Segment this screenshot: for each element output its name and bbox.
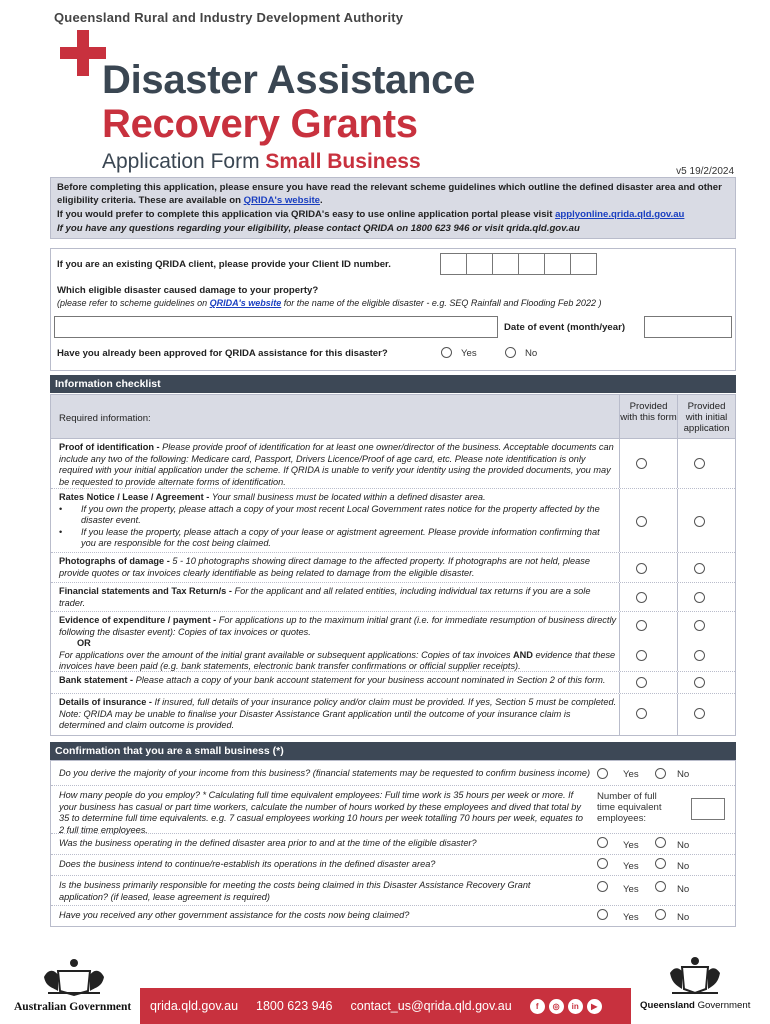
question-other-assistance: Have you received any other government assistance for the costs now being claimed? bbox=[59, 910, 410, 920]
provided-with-form-radio[interactable] bbox=[636, 592, 647, 603]
instagram-icon[interactable]: ◎ bbox=[549, 999, 564, 1014]
required-information-label: Required information: bbox=[59, 413, 151, 424]
no-radio[interactable] bbox=[655, 858, 666, 869]
qrida-website-link[interactable]: QRIDA's website bbox=[243, 195, 321, 206]
red-cross-icon bbox=[60, 30, 106, 76]
provided-with-form-header: Provided with this form bbox=[619, 395, 677, 439]
information-checklist-table bbox=[50, 394, 736, 736]
checklist-row-text bbox=[59, 442, 617, 488]
subtitle-small-business: Small Business bbox=[265, 150, 421, 173]
approved-no-radio[interactable] bbox=[505, 347, 516, 358]
row-description: For the applicant and all related entities, including individual tax returns if you are a sole trader. bbox=[59, 586, 591, 608]
question-operating: Was the business operating in the defined disaster area prior to and at the time of the eligible disaster? bbox=[59, 838, 477, 848]
apply-online-link[interactable]: applyonline.qrida.qld.gov.au bbox=[555, 209, 685, 220]
provided-with-form-radio[interactable] bbox=[636, 458, 647, 469]
row-description: If insured, full details of your insurance policy and/or claim must be provided. If yes, Section 5 must be completed. Note: QRIDA may be unable to finalise your Disaster Assistance Grant application until the outcome of your insurance claim is determined and claim outcome is provided. bbox=[59, 697, 617, 730]
checklist-row bbox=[51, 612, 735, 672]
provided-initial-radio[interactable] bbox=[694, 650, 705, 661]
provided-initial-radio[interactable] bbox=[694, 458, 705, 469]
question-income: Do you derive the majority of your income from this business? (financial statements may be requested to confirm business income) bbox=[59, 768, 591, 778]
provided-with-form-radio[interactable] bbox=[636, 620, 647, 631]
yes-label: Yes bbox=[623, 912, 639, 923]
row-title: Financial statements and Tax Return/s - bbox=[59, 586, 235, 596]
disaster-hint-post: for the name of the eligible disaster - e.g. SEQ Rainfall and Flooding Feb 2022 ) bbox=[281, 298, 602, 308]
footer-phone[interactable]: 1800 623 946 bbox=[256, 999, 333, 1013]
row-and: AND bbox=[513, 649, 533, 660]
checklist-row bbox=[51, 553, 735, 583]
client-id-digit[interactable] bbox=[518, 253, 545, 275]
date-of-event-label: Date of event (month/year) bbox=[504, 322, 626, 333]
yes-label: Yes bbox=[623, 861, 639, 872]
queensland-crest-icon bbox=[640, 955, 750, 997]
social-links bbox=[530, 999, 606, 1014]
client-id-digit[interactable] bbox=[544, 253, 571, 275]
checklist-row-text bbox=[59, 697, 617, 732]
footer-website[interactable]: qrida.qld.gov.au bbox=[150, 999, 239, 1013]
provided-with-form-radio[interactable] bbox=[636, 516, 647, 527]
subtitle-application-form: Application Form bbox=[102, 150, 260, 173]
confirmation-section bbox=[50, 760, 736, 927]
fte-label: Number of full time equivalent employees: bbox=[597, 791, 662, 824]
no-label: No bbox=[677, 912, 690, 923]
queensland-government-text bbox=[640, 1000, 750, 1011]
footer-email[interactable]: contact_us@qrida.qld.gov.au bbox=[350, 999, 512, 1013]
australian-government-text: Australian Government bbox=[14, 1001, 132, 1013]
approved-question: Have you already been approved for QRIDA assistance for this disaster? bbox=[57, 348, 388, 359]
title-line-2: Recovery Grants bbox=[102, 102, 418, 146]
yes-label: Yes bbox=[623, 884, 639, 895]
information-checklist-heading: Information checklist bbox=[50, 375, 736, 393]
row-description-3: evidence that these invoices have been paid (e.g. bank statements, electronic bank transfer confirmations or official supplier receipts). bbox=[59, 649, 616, 671]
checklist-row bbox=[51, 489, 735, 553]
question-continue: Does the business intend to continue/re-establish its operations in the defined disaster area? bbox=[59, 859, 436, 869]
row-title: Bank statement - bbox=[59, 675, 136, 685]
footer-contact-bar bbox=[140, 988, 631, 1024]
yes-label: Yes bbox=[623, 769, 639, 780]
organisation-name: Queensland Rural and Industry Development Authority bbox=[54, 10, 404, 25]
no-radio[interactable] bbox=[655, 837, 666, 848]
qld-gov-rest: Government bbox=[694, 1000, 751, 1011]
yes-radio[interactable] bbox=[597, 909, 608, 920]
qld-gov-bold: Queensland bbox=[640, 1000, 695, 1011]
row-description: 5 - 10 photographs showing direct damage to the affected property. If photographs are not held, please provide quotes or tax invoices clearly identifiable as being related to damage from the eligible disaster. bbox=[59, 556, 590, 578]
client-id-label: If you are an existing QRIDA client, please provide your Client ID number. bbox=[57, 259, 391, 270]
disaster-hint-pre: (please refer to scheme guidelines on bbox=[57, 298, 210, 308]
checklist-row-text bbox=[59, 556, 617, 579]
question-employees: How many people do you employ? * Calculating full time equivalent employees: Full time work is 35 hours per week or more. If your business has casual or part time workers, calculate the number of hours worked by these employees and dived that total by 35 to determine full time equivalents. e.g. 7 casual employees working 10 hours per week totalling 70 hours per week, equates to 2 full time employees. bbox=[59, 790, 583, 835]
row-description-2: For applications over the amount of the initial grant available or subsequent applications: Copies of tax invoices bbox=[59, 649, 514, 660]
fte-input[interactable] bbox=[691, 798, 725, 820]
row-title: Proof of identification - bbox=[59, 442, 163, 452]
row-title: Evidence of expenditure / payment - bbox=[59, 615, 219, 625]
yes-radio[interactable] bbox=[597, 837, 608, 848]
provided-with-form-radio[interactable] bbox=[636, 677, 647, 688]
disaster-hint-link[interactable]: QRIDA's website bbox=[209, 298, 282, 308]
yes-radio[interactable] bbox=[597, 858, 608, 869]
facebook-icon[interactable]: f bbox=[530, 999, 545, 1014]
provided-with-form-radio[interactable] bbox=[636, 708, 647, 719]
intro-line-2-text: If you would prefer to complete this application via QRIDA's easy to use online application portal please visit bbox=[57, 209, 556, 220]
checklist-row bbox=[51, 694, 735, 735]
row-description: Please provide proof of identification for at least one owner/director of the business. Acceptable documents can include any two of the following: Medicare card, Passport, Drivers Licence/Proof of age card, etc. Please note identification is only required with your initial application under the scheme. If QRIDA is unable to verify your identity using the provided documents, you may be requested to provide alternate forms of identification. bbox=[59, 442, 614, 487]
intro-line-1: Before completing this application, please ensure you have read the relevant scheme guidelines which outline the defined disaster area and other eligibility criteria. These are available on QRIDA's website. bbox=[57, 182, 722, 206]
intro-line-1-text: Before completing this application, please ensure you have read the relevant scheme guidelines which outline the defined disaster area and other eligibility criteria. These are available on bbox=[57, 182, 722, 206]
provided-initial-radio[interactable] bbox=[694, 516, 705, 527]
checklist-row-text bbox=[59, 615, 617, 673]
yes-radio[interactable] bbox=[597, 881, 608, 892]
provided-initial-radio[interactable] bbox=[694, 708, 705, 719]
no-label: No bbox=[677, 840, 690, 851]
row-description: Your small business must be located within a defined disaster area. bbox=[211, 492, 486, 502]
client-id-digit[interactable] bbox=[492, 253, 519, 275]
no-label: No bbox=[677, 884, 690, 895]
checklist-row bbox=[51, 672, 735, 694]
australian-government-logo bbox=[14, 955, 134, 1015]
row-bullet: • If you own the property, please attach a copy of your most recent Local Government rates notice for the property affected by the disaster event. bbox=[59, 504, 617, 527]
form-version: v5 19/2/2024 bbox=[676, 166, 734, 177]
disaster-label: Which eligible disaster caused damage to your property? bbox=[57, 285, 319, 296]
row-or: OR bbox=[77, 638, 91, 648]
confirmation-row bbox=[51, 786, 735, 834]
intro-panel bbox=[50, 177, 736, 239]
checklist-row-text bbox=[59, 492, 617, 550]
provided-initial-radio[interactable] bbox=[694, 563, 705, 574]
title-line-1: Disaster Assistance bbox=[102, 58, 476, 102]
client-id-digit[interactable] bbox=[440, 253, 467, 275]
no-label: No bbox=[677, 769, 690, 780]
no-label: No bbox=[677, 861, 690, 872]
client-id-digit[interactable] bbox=[466, 253, 493, 275]
intro-line-3: If you have any questions regarding your eligibility, please contact QRIDA on 1800 623 946 or visit qrida.qld.gov.au bbox=[57, 223, 580, 234]
confirmation-row bbox=[51, 906, 735, 926]
confirmation-heading: Confirmation that you are a small business (*) bbox=[50, 742, 736, 760]
checklist-row-text bbox=[59, 586, 617, 609]
checklist-row bbox=[51, 439, 735, 489]
provided-with-form-radio[interactable] bbox=[636, 563, 647, 574]
checklist-row bbox=[51, 583, 735, 612]
row-bullet: • If you lease the property, please attach a copy of your lease or agistment agreement. Please provide information confirming that you are responsible for the cost being claimed. bbox=[59, 527, 617, 550]
client-id-digit[interactable] bbox=[570, 253, 597, 275]
coat-of-arms-icon bbox=[14, 955, 134, 997]
checklist-row-text bbox=[59, 675, 617, 687]
no-radio[interactable] bbox=[655, 909, 666, 920]
linkedin-icon[interactable]: in bbox=[568, 999, 583, 1014]
provided-initial-radio[interactable] bbox=[694, 592, 705, 603]
row-title: Details of insurance - bbox=[59, 697, 155, 707]
form-subtitle bbox=[102, 148, 421, 176]
no-radio[interactable] bbox=[655, 881, 666, 892]
yes-radio[interactable] bbox=[597, 768, 608, 779]
row-title: Rates Notice / Lease / Agreement - bbox=[59, 492, 212, 502]
disaster-hint bbox=[57, 298, 601, 308]
youtube-icon[interactable]: ▶ bbox=[587, 999, 602, 1014]
approved-yes-radio[interactable] bbox=[441, 347, 452, 358]
approved-yes-label: Yes bbox=[461, 348, 477, 359]
provided-initial-radio[interactable] bbox=[694, 677, 705, 688]
intro-line-2 bbox=[57, 208, 729, 221]
client-id-input bbox=[440, 253, 596, 275]
yes-label: Yes bbox=[623, 840, 639, 851]
row-description: Please attach a copy of your bank account statement for your business account nominated in Section 2 of this form. bbox=[135, 675, 606, 685]
provided-with-form-radio[interactable] bbox=[636, 650, 647, 661]
date-of-event-input[interactable] bbox=[644, 316, 732, 338]
provided-initial-header: Provided with initial application bbox=[677, 395, 735, 439]
row-description: For applications up to the maximum initial grant (i.e. for immediate resumption of business directly following the disaster event): Copies of tax invoices or quotes. bbox=[59, 615, 617, 637]
checklist-header bbox=[51, 395, 735, 439]
approved-no-label: No bbox=[525, 348, 538, 359]
no-radio[interactable] bbox=[655, 768, 666, 779]
confirmation-row bbox=[51, 876, 735, 906]
confirmation-row bbox=[51, 855, 735, 876]
confirmation-row bbox=[51, 834, 735, 855]
question-costs: Is the business primarily responsible for meeting the costs being claimed in this Disaster Assistance Recovery Grant application? (if leased, lease agreement is required) bbox=[59, 880, 531, 902]
queensland-government-logo bbox=[640, 955, 750, 1015]
disaster-name-input[interactable] bbox=[54, 316, 498, 338]
confirmation-row bbox=[51, 761, 735, 786]
provided-initial-radio[interactable] bbox=[694, 620, 705, 631]
row-title: Photographs of damage - bbox=[59, 556, 173, 566]
